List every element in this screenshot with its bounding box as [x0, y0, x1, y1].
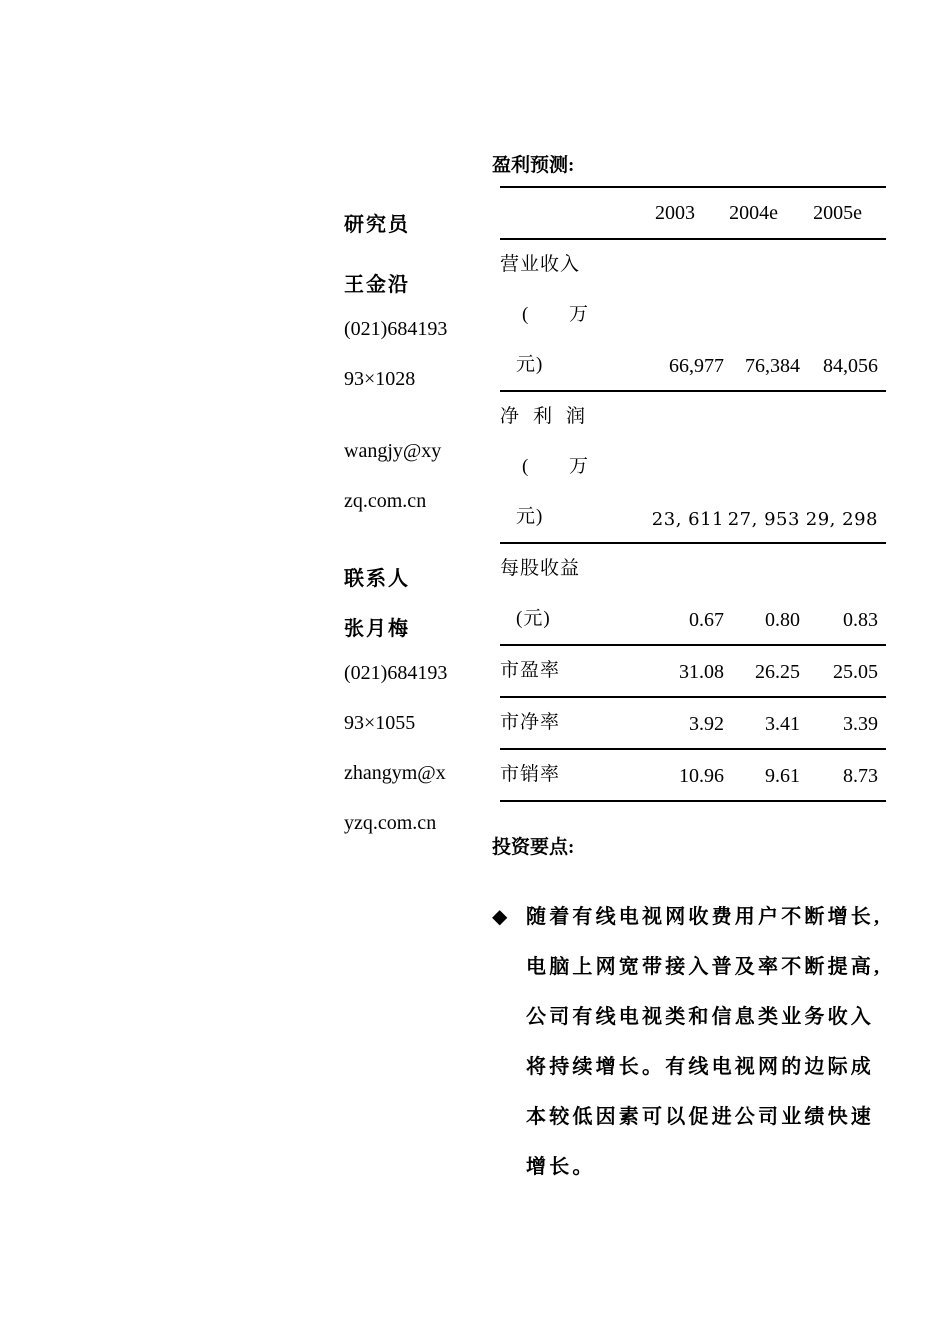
table-row-pb: [500, 697, 886, 749]
diamond-bullet-icon: ◆: [492, 906, 508, 928]
cell-value: 76,384: [744, 355, 800, 377]
table-row-pe: [500, 645, 886, 697]
row-label-unit: [500, 290, 599, 340]
row-label: 市盈率: [500, 660, 561, 681]
forecast-title: 盈利预测:: [492, 155, 575, 176]
row-label: [500, 239, 599, 391]
bullet-text: 随着有线电视网收费用户不断增长,电脑上网宽带接入普及率不断提高,公司有线电视类和信息类业务收入将持续增长。有线电视网的边际成本较低因素可以促进公司业绩快速增长。: [526, 906, 883, 1178]
row-label-unit-text: 万: [569, 304, 590, 325]
table-row-ps: [500, 749, 886, 801]
forecast-table: [500, 186, 886, 802]
bullet-item: [492, 892, 892, 1192]
cell-value: 9.61: [764, 765, 800, 787]
cell-value: 23, 611: [651, 509, 725, 530]
cell-value: 3.39: [843, 713, 878, 735]
cell-value: 26.25: [754, 661, 800, 683]
row-label: [500, 391, 599, 543]
row-label-line: 每股收益: [500, 558, 581, 579]
row-label: [500, 543, 599, 645]
row-label-line: 元): [516, 354, 544, 375]
contact-phone: (021)684193: [344, 662, 448, 684]
cell-value: 31.08: [679, 661, 725, 683]
contact-email-domain[interactable]: yzq.com.cn: [344, 812, 437, 834]
row-label: 市净率: [500, 712, 561, 733]
row-label-line: 净利润: [500, 406, 600, 427]
cell-value: 66,977: [669, 355, 725, 377]
cell-value: 25.05: [833, 661, 878, 683]
table-header-row: [500, 187, 886, 239]
investment-bullets: [492, 892, 892, 1192]
cell-value: 8.73: [843, 765, 878, 787]
row-label-paren: (: [522, 456, 530, 477]
contact-email[interactable]: zhangym@x: [344, 762, 446, 784]
row-label: 市销率: [500, 764, 561, 785]
table-row-revenue: [500, 239, 886, 391]
row-label-line: 元): [516, 506, 544, 527]
cell-value: 0.83: [843, 609, 878, 631]
table-row-eps: [500, 543, 886, 645]
cell-value: 10.96: [679, 765, 725, 787]
cell-value: 27, 953: [727, 509, 800, 530]
analyst-email-domain[interactable]: zq.com.cn: [344, 490, 427, 512]
cell-value: 0.67: [689, 609, 725, 631]
header-year-2003: 2003: [655, 202, 696, 224]
contact-phone-ext: 93×1055: [344, 712, 416, 734]
row-label-paren: (: [522, 304, 530, 325]
header-label: [500, 187, 599, 239]
row-label-unit: [500, 442, 599, 492]
cell-value: 3.92: [689, 713, 725, 735]
investment-title: 投资要点:: [492, 837, 575, 858]
table-row-net-profit: [500, 391, 886, 543]
header-year-2004e: 2004e: [729, 202, 778, 224]
analyst-title: 研究员: [344, 214, 410, 236]
header-year-2005e: 2005e: [813, 202, 862, 224]
contact-title: 联系人: [344, 568, 410, 590]
analyst-phone-ext: 93×1028: [344, 368, 416, 390]
analyst-phone: (021)684193: [344, 318, 448, 340]
row-label-line: (元): [516, 608, 551, 629]
cell-value: 0.80: [764, 609, 800, 631]
row-label-line: 营业收入: [500, 254, 581, 275]
cell-value: 84,056: [823, 355, 878, 377]
cell-value: 3.41: [764, 713, 800, 735]
contact-name: 张月梅: [344, 618, 410, 640]
analyst-email[interactable]: wangjy@xy: [344, 440, 442, 462]
row-label-unit-text: 万: [569, 456, 590, 477]
cell-value: 29, 298: [805, 509, 878, 530]
analyst-name: 王金沿: [344, 274, 410, 296]
